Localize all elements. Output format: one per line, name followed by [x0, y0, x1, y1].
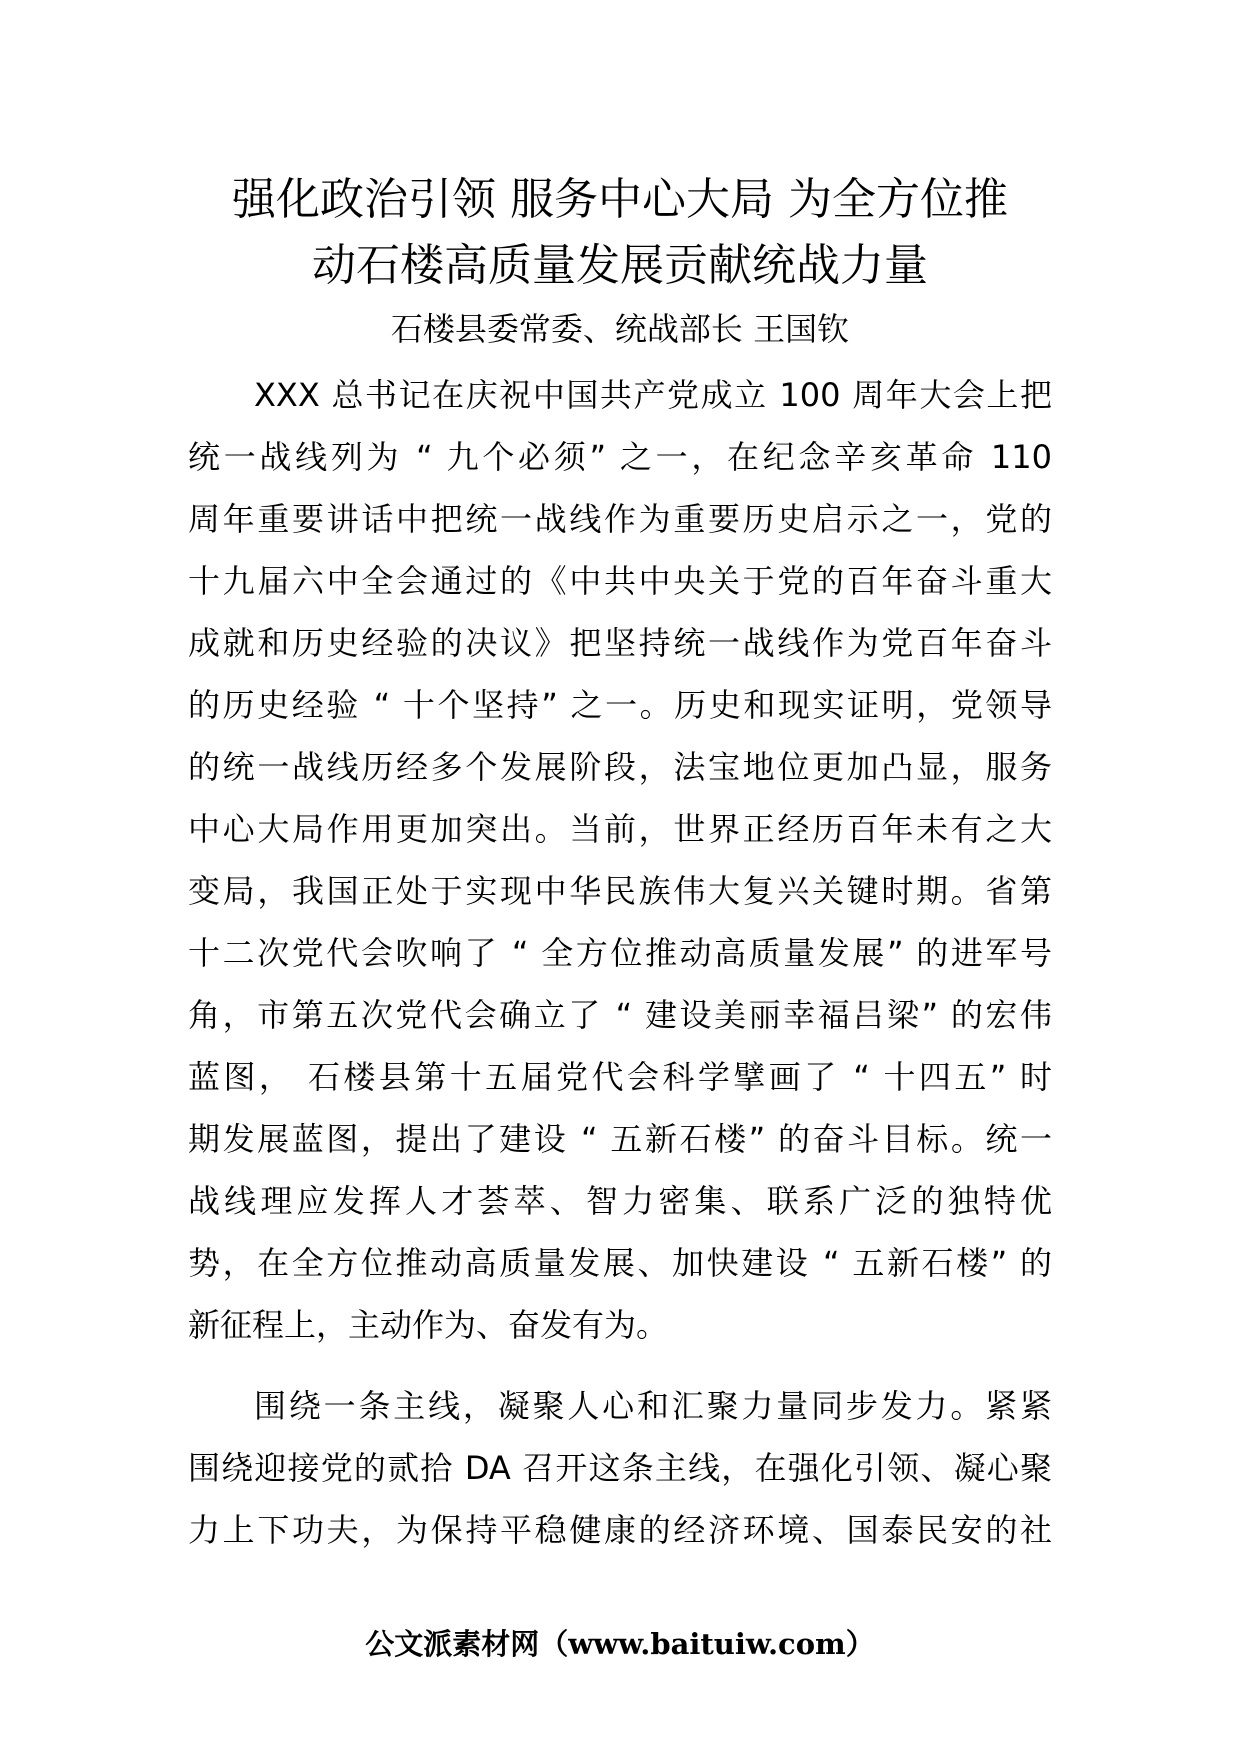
paragraph-2-line-1: 围绕一条主线，凝聚人心和汇聚力量同步发力。紧紧	[254, 1387, 1052, 1425]
paragraph-1-line-8: 中心大局作用更加突出。当前，世界正经历百年未有之大	[188, 810, 1052, 848]
paragraph-1-line-11: 角，市第五次党代会确立了 “ 建设美丽幸福吕梁” 的宏伟	[188, 996, 1052, 1034]
document-title-line-2: 动石楼高质量发展贡献统战力量	[312, 240, 928, 291]
paragraph-1-line-4: 十九届六中全会通过的《中共中央关于党的百年奋斗重大	[188, 562, 1052, 600]
paragraph-1-line-10: 十二次党代会吹响了 “ 全方位推动高质量发展” 的进军号	[188, 934, 1052, 972]
footer-watermark: 公文派素材网（www.baituiw.com）	[365, 1627, 875, 1661]
paragraph-1-line-5: 成就和历史经验的决议》把坚持统一战线作为党百年奋斗	[188, 624, 1052, 662]
paragraph-1-line-6: 的历史经验 “ 十个坚持” 之一。历史和现实证明，党领导	[188, 686, 1052, 724]
paragraph-2-line-2: 围绕迎接党的贰拾 DA 召开这条主线，在强化引领、凝心聚	[188, 1449, 1052, 1487]
document-title-line-1: 强化政治引领 服务中心大局 为全方位推	[232, 174, 1008, 225]
paragraph-1-line-14: 战线理应发挥人才荟萃、智力密集、联系广泛的独特优	[188, 1182, 1052, 1220]
paragraph-1-line-9: 变局，我国正处于实现中华民族伟大复兴关键时期。省第	[188, 872, 1052, 910]
paragraph-1-line-7: 的统一战线历经多个发展阶段，法宝地位更加凸显，服务	[188, 748, 1052, 786]
author-byline: 石楼县委常委、统战部长 王国钦	[390, 310, 850, 348]
paragraph-1-line-1: XXX 总书记在庆祝中国共产党成立 100 周年大会上把	[254, 376, 1052, 414]
paragraph-1-line-2: 统一战线列为 “ 九个必须” 之一，在纪念辛亥革命 110	[188, 438, 1052, 476]
paragraph-1-line-13: 期发展蓝图，提出了建设 “ 五新石楼” 的奋斗目标。统一	[188, 1120, 1052, 1158]
paragraph-1-line-3: 周年重要讲话中把统一战线作为重要历史启示之一，党的	[188, 500, 1052, 538]
paragraph-1-line-12: 蓝图， 石楼县第十五届党代会科学擘画了 “ 十四五” 时	[188, 1058, 1052, 1096]
paragraph-1-line-15: 势，在全方位推动高质量发展、加快建设 “ 五新石楼” 的	[188, 1244, 1052, 1282]
paragraph-1-line-16: 新征程上，主动作为、奋发有为。	[188, 1306, 669, 1344]
paragraph-2-line-3: 力上下功夫，为保持平稳健康的经济环境、国泰民安的社	[188, 1511, 1052, 1549]
